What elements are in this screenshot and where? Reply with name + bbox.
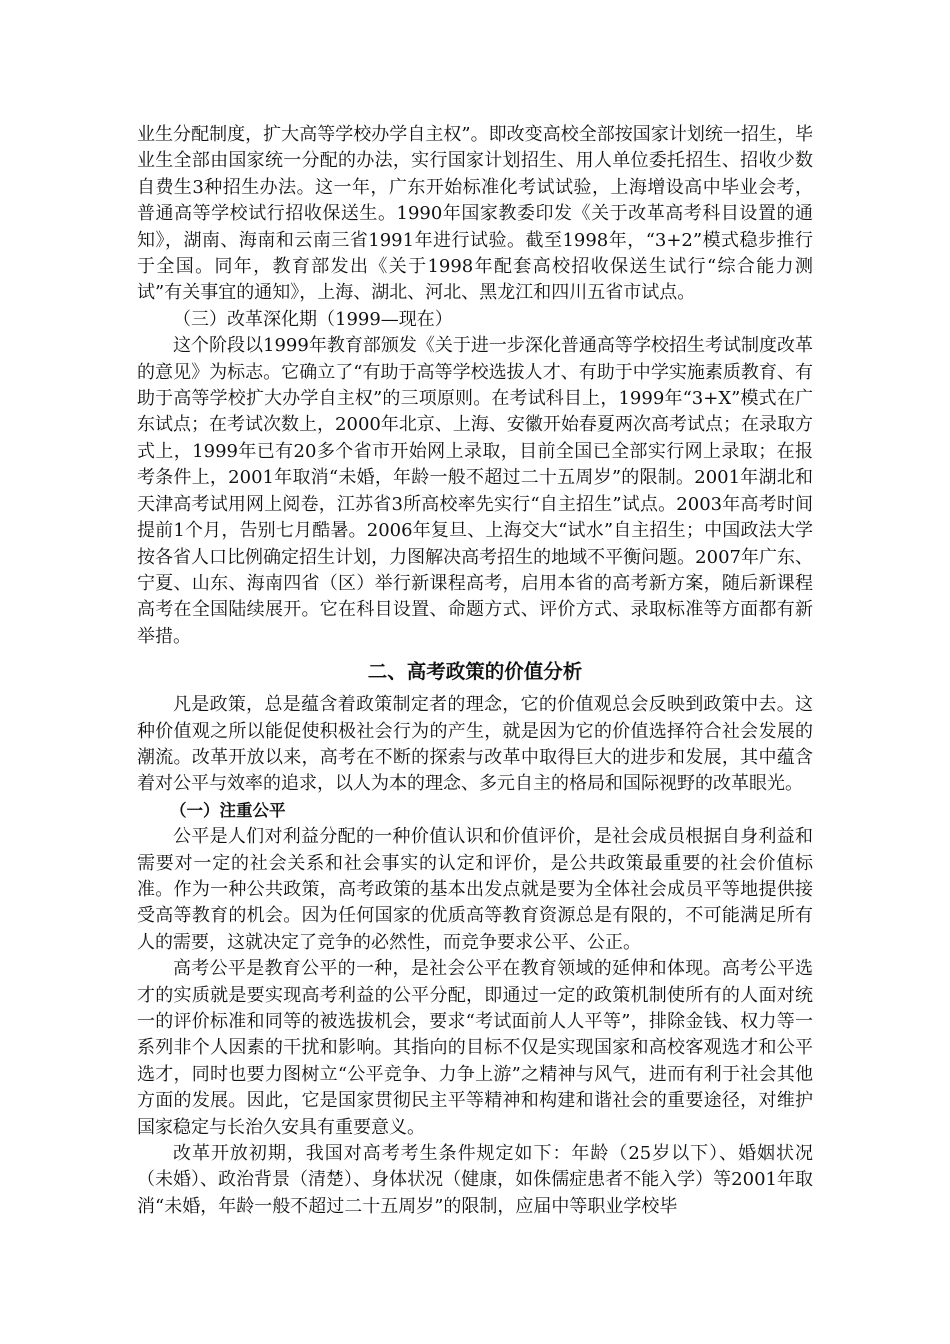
fairness-paragraph-2: 高考公平是教育公平的一种，是社会公平在教育领域的延伸和体现。高考公平选才的实质就是要实现高考利益的公平分配，即通过一定的政策机制使所有的人面对统一的评价标准和同等的被选拔机会，要求“考试面前人人平等”，排除金钱、权力等一系列非个人因素的干扰和影响。其指向的目标不仅是实现国家和高校客观选才和公平选才，同时也要力图树立“公平竞争、力争上游”之精神与风气，进而有利于社会其他方面的发展。因此，它是国家贯彻民主平等精神和构建和谐社会的重要途径，对维护国家稳定与长治久安具有重要意义。 xyxy=(137,958,813,1138)
document-page xyxy=(137,122,813,1220)
fairness-paragraph-3: 改革开放初期，我国对高考考生条件规定如下：年龄（25岁以下）、婚姻状况（未婚）、政治背景（清楚）、身体状况（健康，如侏儒症患者不能入学）等2001年取消“未婚，年龄一般不超过二十五周岁”的限制，应届中等职业学校毕 xyxy=(137,1143,813,1217)
section2-heading: 二、高考政策的价值分析 xyxy=(367,660,583,684)
stage3-paragraph: 这个阶段以1999年教育部颁发《关于进一步深化普通高等学校招生考试制度改革的意见》为标志。它确立了“有助于高等学校选拔人才、有助于中学实施素质教育、有助于高等学校扩大办学自主权”的三项原则。在考试科目上，1999年“3+X”模式在广东试点；在考试次数上，2000年北京、上海、安徽开始春夏两次高考试点；在录取方式上，1999年已有20多个省市开始网上录取，目前全国已全部实行网上录取；在报考条件上，2001年取消“未婚，年龄一般不超过二十五周岁”的限制。2001年湖北和天津高考试用网上阅卷，江苏省3所高校率先实行“自主招生”试点。2003年高考时间提前1个月，告别七月酷暑。2006年复旦、上海交大“试水”自主招生；中国政法大学按各省人口比例确定招生计划，力图解决高考招生的地域不平衡问题。2007年广东、宁夏、山东、海南四省（区）举行新课程高考，启用本省的高考新方案，随后新课程高考在全国陆续展开。它在科目设置、命题方式、评价方式、录取标准等方面都有新举措。 xyxy=(137,335,813,647)
intro-paragraph: 业生分配制度，扩大高等学校办学自主权”。即改变高校全部按国家计划统一招生，毕业生全部由国家统一分配的办法，实行国家计划招生、用人单位委托招生、招收少数自费生3种招生办法。这一年，广东开始标准化考试试验，上海增设高中毕业会考，普通高等学校试行招收保送生。1990年国家教委印发《关于改革高考科目设置的通知》，湖南、海南和云南三省1991年进行试验。截至1998年，“3+2”模式稳步推行于全国。同年，教育部发出《关于1998年配套高校招收保送生试行“综合能力测试”有关事宜的通知》，上海、湖北、河北、黑龙江和四川五省市试点。 xyxy=(137,124,813,304)
fairness-paragraph-1: 公平是人们对利益分配的一种价值认识和价值评价，是社会成员根据自身利益和需要对一定的社会关系和社会事实的认定和评价，是公共政策最重要的社会价值标准。作为一种公共政策，高考政策的基本出发点就是要为全体社会成员平等地提供接受高等教育的机会。因为任何国家的优质高等教育资源总是有限的，不可能满足所有人的需要，这就决定了竞争的必然性，而竞争要求公平、公正。 xyxy=(137,826,813,953)
fairness-heading: （一）注重公平 xyxy=(170,800,286,820)
section2-paragraph: 凡是政策，总是蕴含着政策制定者的理念，它的价值观总会反映到政策中去。这种价值观之所以能促使积极社会行为的产生，就是因为它的价值选择符合社会发展的潮流。改革开放以来，高考在不断的探索与改革中取得巨大的进步和发展，其中蕴含着对公平与效率的追求，以人为本的理念、多元自主的格局和国际视野的改革眼光。 xyxy=(137,694,813,795)
stage3-heading: （三）改革深化期（1999—现在） xyxy=(173,308,453,330)
